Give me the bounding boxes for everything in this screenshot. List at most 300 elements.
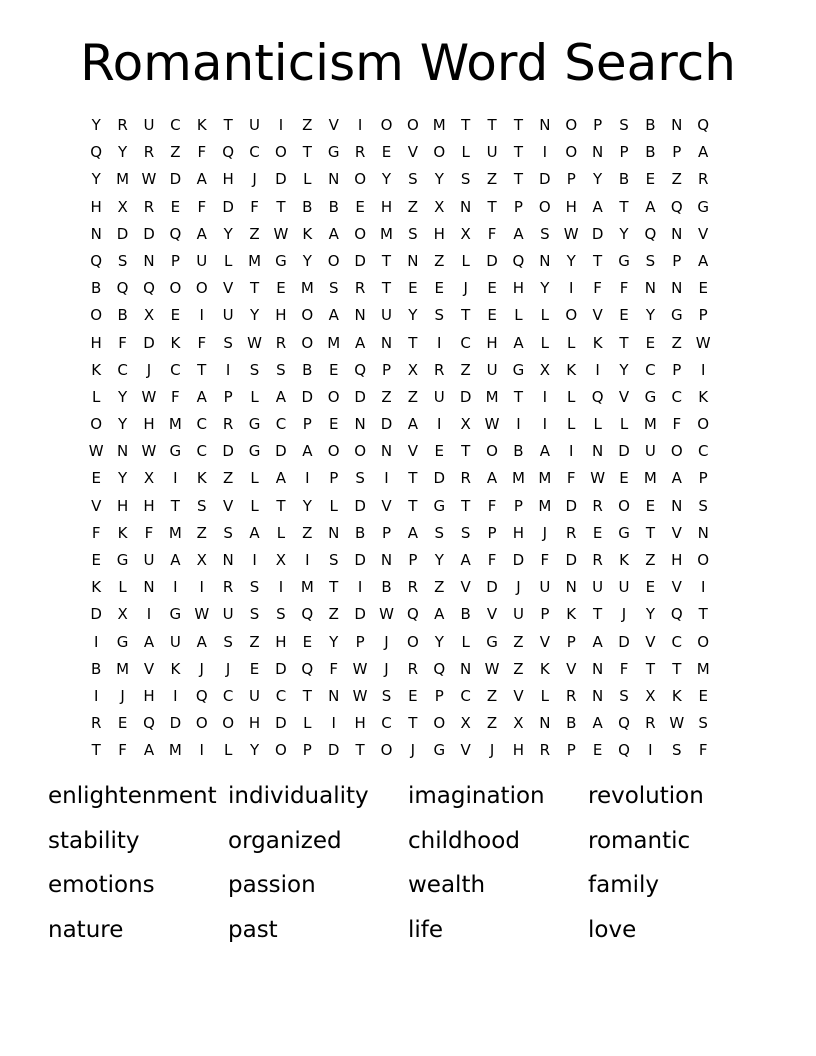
grid-letter[interactable]: B xyxy=(302,360,313,379)
grid-letter[interactable]: G xyxy=(275,251,287,270)
grid-letter[interactable]: E xyxy=(698,686,708,705)
grid-letter[interactable]: U xyxy=(592,578,604,597)
grid-letter[interactable]: M xyxy=(432,116,446,134)
grid-letter[interactable]: U xyxy=(486,143,498,162)
grid-letter[interactable]: A xyxy=(671,469,682,488)
grid-letter[interactable]: A xyxy=(143,741,155,760)
grid-letter[interactable]: E xyxy=(381,143,392,162)
grid-letter[interactable]: A xyxy=(513,224,524,243)
grid-letter[interactable]: V xyxy=(91,496,102,515)
grid-letter[interactable]: P xyxy=(672,251,682,270)
grid-letter[interactable]: S xyxy=(540,224,550,243)
grid-letter[interactable]: U xyxy=(143,116,155,134)
grid-letter[interactable]: Z xyxy=(460,360,471,379)
grid-letter[interactable]: E xyxy=(328,360,339,379)
grid-letter[interactable]: Y xyxy=(566,251,576,270)
grid-letter[interactable]: Z xyxy=(434,578,445,597)
grid-letter[interactable]: N xyxy=(460,197,472,216)
grid-letter[interactable]: G xyxy=(697,197,709,216)
grid-letter[interactable]: T xyxy=(91,741,101,760)
grid-letter[interactable]: A xyxy=(302,442,313,461)
grid-letter[interactable]: F xyxy=(250,197,259,216)
grid-letter[interactable]: D xyxy=(222,197,234,216)
grid-letter[interactable]: V xyxy=(223,279,234,298)
grid-letter[interactable]: B xyxy=(302,197,313,216)
grid-letter[interactable]: D xyxy=(143,224,155,243)
grid-letter[interactable]: P xyxy=(408,551,418,569)
grid-letter[interactable]: U xyxy=(222,306,234,325)
grid-letter[interactable]: N xyxy=(539,714,551,733)
grid-letter[interactable]: L xyxy=(461,143,470,162)
grid-letter[interactable]: Y xyxy=(249,306,260,325)
grid-letter[interactable]: A xyxy=(592,632,603,651)
grid-letter[interactable]: R xyxy=(407,659,419,678)
grid-letter[interactable]: T xyxy=(593,251,603,270)
grid-letter[interactable]: W xyxy=(379,605,394,624)
grid-letter[interactable]: S xyxy=(408,170,418,189)
grid-letter[interactable]: Z xyxy=(328,605,339,624)
grid-letter[interactable]: U xyxy=(618,578,630,597)
grid-letter[interactable]: P xyxy=(672,360,682,379)
grid-letter[interactable]: W xyxy=(695,333,711,352)
grid-letter[interactable]: V xyxy=(460,578,471,597)
grid-letter[interactable]: L xyxy=(92,387,101,406)
grid-letter[interactable]: B xyxy=(566,714,577,733)
grid-letter[interactable]: D xyxy=(275,659,287,678)
grid-letter[interactable]: M xyxy=(538,469,552,488)
grid-letter[interactable]: D xyxy=(354,387,366,406)
grid-letter[interactable]: I xyxy=(278,578,284,597)
grid-letter[interactable]: T xyxy=(487,197,497,216)
grid-letter[interactable]: K xyxy=(91,578,102,597)
grid-letter[interactable]: P xyxy=(619,143,629,162)
grid-letter[interactable]: U xyxy=(196,251,208,270)
grid-letter[interactable]: N xyxy=(380,442,393,461)
grid-letter[interactable]: E xyxy=(328,415,339,434)
grid-letter[interactable]: T xyxy=(645,659,655,678)
grid-letter[interactable]: T xyxy=(276,496,286,515)
grid-letter[interactable]: R xyxy=(354,143,366,162)
grid-letter[interactable]: W xyxy=(141,442,157,461)
grid-letter[interactable]: G xyxy=(169,442,182,461)
grid-letter[interactable]: T xyxy=(513,116,524,134)
grid-letter[interactable]: A xyxy=(196,387,207,406)
grid-letter[interactable]: S xyxy=(328,279,339,298)
grid-letter[interactable]: R xyxy=(592,496,603,515)
grid-letter[interactable]: G xyxy=(116,632,129,651)
grid-letter[interactable]: R xyxy=(143,197,155,216)
grid-letter[interactable]: I xyxy=(252,551,257,569)
grid-letter[interactable]: F xyxy=(540,551,550,569)
grid-letter[interactable]: B xyxy=(645,116,656,134)
grid-letter[interactable]: I xyxy=(199,741,204,760)
grid-letter[interactable]: R xyxy=(645,714,656,733)
grid-letter[interactable]: L xyxy=(329,496,338,515)
grid-letter[interactable]: H xyxy=(90,197,102,216)
grid-letter[interactable]: Z xyxy=(302,523,313,542)
grid-letter[interactable]: I xyxy=(199,578,204,597)
grid-letter[interactable]: P xyxy=(170,251,180,270)
grid-letter[interactable]: S xyxy=(223,523,233,542)
grid-letter[interactable]: A xyxy=(698,251,709,270)
grid-letter[interactable]: O xyxy=(538,197,551,216)
grid-letter[interactable]: R xyxy=(592,551,603,569)
grid-letter[interactable]: Z xyxy=(407,197,419,216)
grid-letter[interactable]: C xyxy=(170,360,181,379)
grid-letter[interactable]: E xyxy=(117,714,128,733)
grid-letter[interactable]: L xyxy=(276,523,286,542)
grid-letter[interactable]: A xyxy=(196,224,207,243)
grid-letter[interactable]: K xyxy=(539,659,550,678)
grid-letter[interactable]: F xyxy=(197,333,207,352)
grid-letter[interactable]: Q xyxy=(618,714,630,733)
grid-letter[interactable]: T xyxy=(276,197,286,216)
grid-letter[interactable]: Y xyxy=(118,415,128,434)
grid-letter[interactable]: M xyxy=(168,741,182,760)
grid-letter[interactable]: U xyxy=(381,306,392,325)
grid-letter[interactable]: F xyxy=(487,551,497,569)
grid-letter[interactable]: D xyxy=(169,714,182,733)
grid-letter[interactable]: J xyxy=(384,659,389,678)
grid-letter[interactable]: A xyxy=(249,523,260,542)
grid-letter[interactable]: R xyxy=(460,469,471,488)
grid-letter[interactable]: X xyxy=(117,197,128,216)
grid-letter[interactable]: D xyxy=(486,251,498,270)
grid-letter[interactable]: I xyxy=(542,415,548,434)
grid-letter[interactable]: Y xyxy=(302,496,312,515)
grid-letter[interactable]: L xyxy=(250,496,259,515)
grid-letter[interactable]: Q xyxy=(406,605,419,624)
grid-letter[interactable]: X xyxy=(513,714,524,733)
grid-letter[interactable]: M xyxy=(485,387,499,406)
grid-letter[interactable]: G xyxy=(644,387,657,406)
grid-letter[interactable]: F xyxy=(698,741,708,760)
grid-letter[interactable]: G xyxy=(512,360,525,379)
grid-letter[interactable]: V xyxy=(539,632,550,651)
grid-letter[interactable]: Z xyxy=(513,659,524,678)
grid-letter[interactable]: N xyxy=(222,551,234,569)
grid-letter[interactable]: B xyxy=(513,442,524,461)
grid-letter[interactable]: L xyxy=(540,333,550,352)
grid-letter[interactable]: U xyxy=(512,605,524,624)
grid-letter[interactable]: H xyxy=(486,333,498,352)
grid-letter[interactable]: S xyxy=(196,496,207,515)
grid-letter[interactable]: O xyxy=(565,116,578,134)
grid-letter[interactable]: X xyxy=(196,551,207,569)
grid-letter[interactable]: A xyxy=(328,224,339,243)
grid-letter[interactable]: Z xyxy=(196,523,207,542)
grid-letter[interactable]: V xyxy=(407,442,419,461)
grid-letter[interactable]: A xyxy=(513,333,524,352)
grid-letter[interactable]: Q xyxy=(433,659,446,678)
grid-letter[interactable]: A xyxy=(460,551,471,569)
grid-letter[interactable]: G xyxy=(169,605,182,624)
grid-letter[interactable]: X xyxy=(143,306,155,325)
grid-letter[interactable]: N xyxy=(354,415,366,434)
grid-letter[interactable]: N xyxy=(407,251,419,270)
grid-letter[interactable]: Q xyxy=(90,143,103,162)
grid-letter[interactable]: J xyxy=(225,659,231,678)
grid-letter[interactable]: T xyxy=(408,714,418,733)
grid-letter[interactable]: P xyxy=(355,632,365,651)
grid-letter[interactable]: I xyxy=(331,714,336,733)
grid-letter[interactable]: N xyxy=(539,116,551,134)
grid-letter[interactable]: R xyxy=(222,578,234,597)
grid-letter[interactable]: O xyxy=(618,496,630,515)
grid-letter[interactable]: I xyxy=(437,415,442,434)
grid-letter[interactable]: O xyxy=(354,442,366,461)
grid-letter[interactable]: F xyxy=(593,279,602,298)
grid-letter[interactable]: A xyxy=(170,551,181,569)
grid-letter[interactable]: S xyxy=(698,496,708,515)
grid-letter[interactable]: F xyxy=(329,659,339,678)
grid-letter[interactable]: O xyxy=(275,143,287,162)
grid-letter[interactable]: D xyxy=(354,251,366,270)
grid-letter[interactable]: E xyxy=(170,197,181,216)
grid-letter[interactable]: S xyxy=(381,686,392,705)
grid-letter[interactable]: O xyxy=(222,714,235,733)
grid-letter[interactable]: Q xyxy=(644,224,657,243)
grid-letter[interactable]: S xyxy=(619,116,629,134)
grid-letter[interactable]: N xyxy=(697,523,709,542)
grid-letter[interactable]: I xyxy=(305,551,310,569)
grid-letter[interactable]: M xyxy=(116,659,130,678)
grid-letter[interactable]: K xyxy=(170,333,181,352)
grid-letter[interactable]: Y xyxy=(434,551,444,569)
grid-letter[interactable]: T xyxy=(672,659,682,678)
grid-letter[interactable]: H xyxy=(248,714,261,733)
grid-letter[interactable]: E xyxy=(592,741,603,760)
grid-letter[interactable]: F xyxy=(619,279,629,298)
grid-letter[interactable]: E xyxy=(408,686,418,705)
grid-letter[interactable]: H xyxy=(116,496,129,515)
grid-letter[interactable]: F xyxy=(619,659,629,678)
grid-letter[interactable]: N xyxy=(644,279,657,298)
grid-letter[interactable]: G xyxy=(618,523,630,542)
grid-letter[interactable]: Y xyxy=(223,224,233,243)
grid-letter[interactable]: T xyxy=(381,279,392,298)
grid-letter[interactable]: H xyxy=(433,224,445,243)
grid-letter[interactable]: M xyxy=(248,251,262,270)
grid-letter[interactable]: P xyxy=(566,632,576,651)
grid-letter[interactable]: T xyxy=(593,605,603,624)
grid-letter[interactable]: T xyxy=(461,116,471,134)
grid-letter[interactable]: R xyxy=(539,741,551,760)
grid-letter[interactable]: Y xyxy=(329,632,339,651)
grid-letter[interactable]: U xyxy=(644,442,656,461)
grid-letter[interactable]: T xyxy=(170,496,180,515)
grid-letter[interactable]: O xyxy=(354,170,366,189)
grid-letter[interactable]: Y xyxy=(645,605,655,624)
grid-letter[interactable]: S xyxy=(434,523,445,542)
grid-letter[interactable]: Y xyxy=(118,469,128,488)
grid-letter[interactable]: Y xyxy=(408,306,418,325)
grid-letter[interactable]: E xyxy=(170,306,181,325)
grid-letter[interactable]: S xyxy=(249,578,260,597)
grid-letter[interactable]: R xyxy=(697,170,709,189)
grid-letter[interactable]: L xyxy=(461,251,470,270)
grid-letter[interactable]: I xyxy=(93,686,99,705)
grid-letter[interactable]: Q xyxy=(354,360,366,379)
grid-letter[interactable]: I xyxy=(225,360,231,379)
grid-letter[interactable]: V xyxy=(671,578,682,597)
grid-letter[interactable]: M xyxy=(327,333,341,352)
grid-letter[interactable]: B xyxy=(618,170,630,189)
grid-letter[interactable]: Z xyxy=(249,632,260,651)
grid-letter[interactable]: X xyxy=(539,360,550,379)
grid-letter[interactable]: Z xyxy=(513,632,524,651)
grid-letter[interactable]: V xyxy=(566,659,577,678)
grid-letter[interactable]: Y xyxy=(91,116,101,134)
grid-letter[interactable]: A xyxy=(698,143,709,162)
grid-letter[interactable]: E xyxy=(619,306,629,325)
grid-letter[interactable]: C xyxy=(249,143,260,162)
grid-letter[interactable]: O xyxy=(697,632,710,651)
grid-letter[interactable]: O xyxy=(301,333,314,352)
grid-letter[interactable]: S xyxy=(672,741,682,760)
grid-letter[interactable]: U xyxy=(143,551,155,569)
grid-letter[interactable]: L xyxy=(567,333,576,352)
grid-letter[interactable]: Q xyxy=(512,251,525,270)
grid-letter[interactable]: H xyxy=(512,523,525,542)
grid-letter[interactable]: M xyxy=(300,578,314,597)
grid-letter[interactable]: L xyxy=(303,170,312,189)
grid-letter[interactable]: I xyxy=(173,578,178,597)
grid-letter[interactable]: X xyxy=(275,551,287,569)
grid-letter[interactable]: U xyxy=(433,387,445,406)
grid-letter[interactable]: N xyxy=(460,659,472,678)
grid-letter[interactable]: S xyxy=(249,360,260,379)
grid-letter[interactable]: V xyxy=(592,306,603,325)
grid-letter[interactable]: L xyxy=(619,415,629,434)
grid-letter[interactable]: T xyxy=(645,523,655,542)
grid-letter[interactable]: B xyxy=(328,197,339,216)
grid-letter[interactable]: W xyxy=(194,605,210,624)
grid-letter[interactable]: C xyxy=(196,415,207,434)
grid-letter[interactable]: I xyxy=(516,415,521,434)
grid-letter[interactable]: E xyxy=(302,632,313,651)
grid-letter[interactable]: R xyxy=(143,143,155,162)
grid-letter[interactable]: G xyxy=(618,251,630,270)
grid-letter[interactable]: Q xyxy=(618,741,630,760)
grid-letter[interactable]: D xyxy=(327,741,340,760)
grid-letter[interactable]: C xyxy=(671,387,683,406)
grid-letter[interactable]: Y xyxy=(249,741,260,760)
grid-letter[interactable]: K xyxy=(302,224,313,243)
grid-letter[interactable]: S xyxy=(434,306,445,325)
grid-letter[interactable]: O xyxy=(565,143,578,162)
grid-letter[interactable]: D xyxy=(380,415,393,434)
grid-letter[interactable]: O xyxy=(670,442,683,461)
grid-letter[interactable]: F xyxy=(91,523,101,542)
grid-letter[interactable]: E xyxy=(698,279,708,298)
grid-letter[interactable]: P xyxy=(381,523,392,542)
grid-letter[interactable]: O xyxy=(327,442,340,461)
grid-letter[interactable]: A xyxy=(645,197,656,216)
grid-letter[interactable]: G xyxy=(248,442,261,461)
grid-letter[interactable]: O xyxy=(433,714,446,733)
grid-letter[interactable]: O xyxy=(169,279,182,298)
grid-letter[interactable]: U xyxy=(169,632,181,651)
grid-letter[interactable]: N xyxy=(328,686,340,705)
grid-letter[interactable]: Z xyxy=(671,333,682,352)
grid-letter[interactable]: N xyxy=(671,224,683,243)
grid-letter[interactable]: Q xyxy=(301,605,314,624)
grid-letter[interactable]: T xyxy=(408,333,418,352)
grid-letter[interactable]: Z xyxy=(302,116,313,134)
grid-letter[interactable]: J xyxy=(516,578,521,597)
grid-letter[interactable]: N xyxy=(671,279,683,298)
grid-letter[interactable]: L xyxy=(118,578,127,597)
grid-letter[interactable]: W xyxy=(563,224,579,243)
grid-letter[interactable]: H xyxy=(512,741,525,760)
grid-letter[interactable]: A xyxy=(275,469,287,488)
grid-letter[interactable]: N xyxy=(592,686,604,705)
grid-letter[interactable]: I xyxy=(146,605,152,624)
grid-letter[interactable]: E xyxy=(592,523,603,542)
grid-letter[interactable]: O xyxy=(90,415,103,434)
grid-letter[interactable]: Z xyxy=(249,224,260,243)
grid-letter[interactable]: R xyxy=(566,686,577,705)
grid-letter[interactable]: V xyxy=(698,224,709,243)
grid-letter[interactable]: S xyxy=(249,605,260,624)
grid-letter[interactable]: C xyxy=(460,333,471,352)
grid-letter[interactable]: I xyxy=(569,279,574,298)
grid-letter[interactable]: R xyxy=(354,279,366,298)
grid-letter[interactable]: I xyxy=(569,442,574,461)
grid-letter[interactable]: Z xyxy=(223,469,234,488)
grid-letter[interactable]: Q xyxy=(116,279,129,298)
grid-letter[interactable]: P xyxy=(566,170,576,189)
grid-letter[interactable]: D xyxy=(222,442,234,461)
grid-letter[interactable]: G xyxy=(433,496,446,515)
grid-letter[interactable]: S xyxy=(619,686,629,705)
grid-letter[interactable]: W xyxy=(141,170,157,189)
grid-letter[interactable]: D xyxy=(90,605,102,624)
grid-letter[interactable]: N xyxy=(380,333,393,352)
grid-letter[interactable]: Z xyxy=(486,170,498,189)
grid-letter[interactable]: T xyxy=(329,578,339,597)
grid-letter[interactable]: Y xyxy=(593,170,603,189)
grid-letter[interactable]: T xyxy=(408,496,418,515)
grid-letter[interactable]: M xyxy=(538,496,552,515)
grid-letter[interactable]: D xyxy=(539,170,551,189)
grid-letter[interactable]: C xyxy=(671,632,683,651)
grid-letter[interactable]: H xyxy=(671,551,683,569)
grid-letter[interactable]: J xyxy=(463,279,468,298)
grid-letter[interactable]: Y xyxy=(91,170,101,189)
grid-letter[interactable]: A xyxy=(486,469,498,488)
grid-letter[interactable]: A xyxy=(539,442,550,461)
grid-letter[interactable]: G xyxy=(327,143,340,162)
grid-letter[interactable]: U xyxy=(249,686,261,705)
grid-letter[interactable]: R xyxy=(434,360,445,379)
grid-letter[interactable]: Q xyxy=(697,116,710,134)
grid-letter[interactable]: M xyxy=(643,415,657,434)
grid-letter[interactable]: T xyxy=(513,143,524,162)
grid-letter[interactable]: M xyxy=(168,415,182,434)
grid-letter[interactable]: S xyxy=(223,632,233,651)
grid-letter[interactable]: E xyxy=(408,279,418,298)
grid-letter[interactable]: O xyxy=(486,442,498,461)
grid-letter[interactable]: E xyxy=(645,578,656,597)
grid-letter[interactable]: J xyxy=(621,605,627,624)
grid-letter[interactable]: N xyxy=(143,251,155,270)
grid-letter[interactable]: S xyxy=(276,605,286,624)
grid-letter[interactable]: T xyxy=(698,605,708,624)
grid-letter[interactable]: D xyxy=(512,551,525,569)
grid-letter[interactable]: I xyxy=(542,143,548,162)
